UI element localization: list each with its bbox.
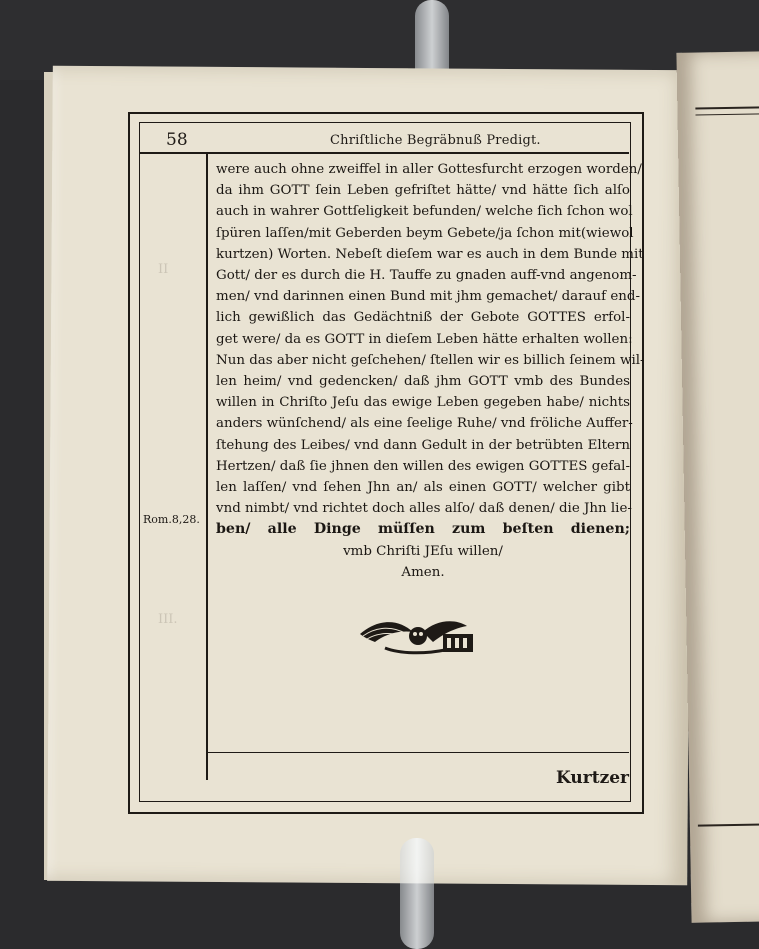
margin-column-rule	[206, 152, 208, 780]
text-line: lich gewißlich das Gedächtniß der Gebote GOTTES erfol-	[216, 310, 630, 326]
text-line: men/ vnd darinnen einen Bund mit jhm gemachet/ darauf end-	[216, 289, 641, 305]
text-line: auch in wahrer Gottſeligkeit befunden/ welche ſich ſchon wol	[216, 204, 633, 220]
text-line: get were/ da es GOTT in dieſem Leben hätte erhalten wollen:	[216, 331, 633, 347]
text-line: were auch ohne zweiffel in aller Gottesfurcht erzogen worden/	[216, 162, 642, 177]
page-holder-clip-bottom	[400, 838, 434, 949]
text-line: vnd nimbt/ vnd richtet doch alles alſo/ daß denen/ die Jhn lie-	[216, 501, 632, 517]
text-line: anders wünſchend/ als eine ſeelige Ruhe/ vnd fröliche Auffer-	[216, 416, 633, 432]
text-line: len heim/ vnd gedencken/ daß jhm GOTT vmb des Bundes	[216, 374, 630, 390]
text-line: ſtehung des Leibes/ vnd dann Gedult in der betrübten Eltern	[216, 437, 630, 453]
header-rule	[139, 152, 629, 154]
right-page-rule	[695, 113, 759, 115]
right-page-rule	[698, 823, 759, 826]
margin-reference: Rom.8,28.	[143, 513, 200, 526]
text-line: Hertzen/ daß ſie jhnen den willen des ewigen GOTTES gefal-	[216, 458, 630, 474]
text-line: len laſſen/ vnd ſehen Jhn an/ als einen GOTT/ welcher gibt	[216, 480, 630, 496]
text-line: da ihm GOTT ſein Leben gefriſtet hätte/ vnd hätte ſich alſo	[216, 183, 630, 199]
show-through-mark: II	[158, 262, 169, 277]
running-head: Chriſtliche Begräbnuß Predigt.	[330, 133, 541, 148]
text-line: Gott/ der es durch die H. Tauffe zu gnaden auff-vnd angenom-	[216, 268, 637, 284]
closing-line: vmb Chriſti JEſu willen/	[343, 543, 503, 559]
text-line: Nun das aber nicht geſchehen/ ſtellen wir es billich ſeinem wil-	[216, 352, 645, 368]
closing-line-amen: Amen.	[401, 564, 445, 580]
scripture-quote-line: ben/ alle Dinge müſſen zum beſten dienen;	[216, 521, 630, 538]
text-line: willen in Chriſto Jeſu das ewige Leben gegeben habe/ nichts	[216, 395, 630, 411]
text-line: kurtzen) Worten. Nebeſt dieſem war es auch in dem Bunde mit	[216, 246, 644, 262]
page-number: 58	[166, 130, 188, 150]
right-page-rule	[695, 106, 759, 109]
footer-rule	[206, 752, 629, 753]
text-line: ſpüren laſſen/mit Geberden beym Gebete/ja ſchon mit(wiewol	[216, 225, 634, 241]
show-through-mark: III.	[158, 612, 178, 627]
body-text	[216, 159, 645, 583]
winged-skull-hourglass-ornament-icon	[355, 612, 480, 657]
right-page-fragment	[676, 51, 759, 922]
catchword: Kurtzer	[556, 768, 629, 788]
right-page-glyph	[693, 177, 705, 218]
